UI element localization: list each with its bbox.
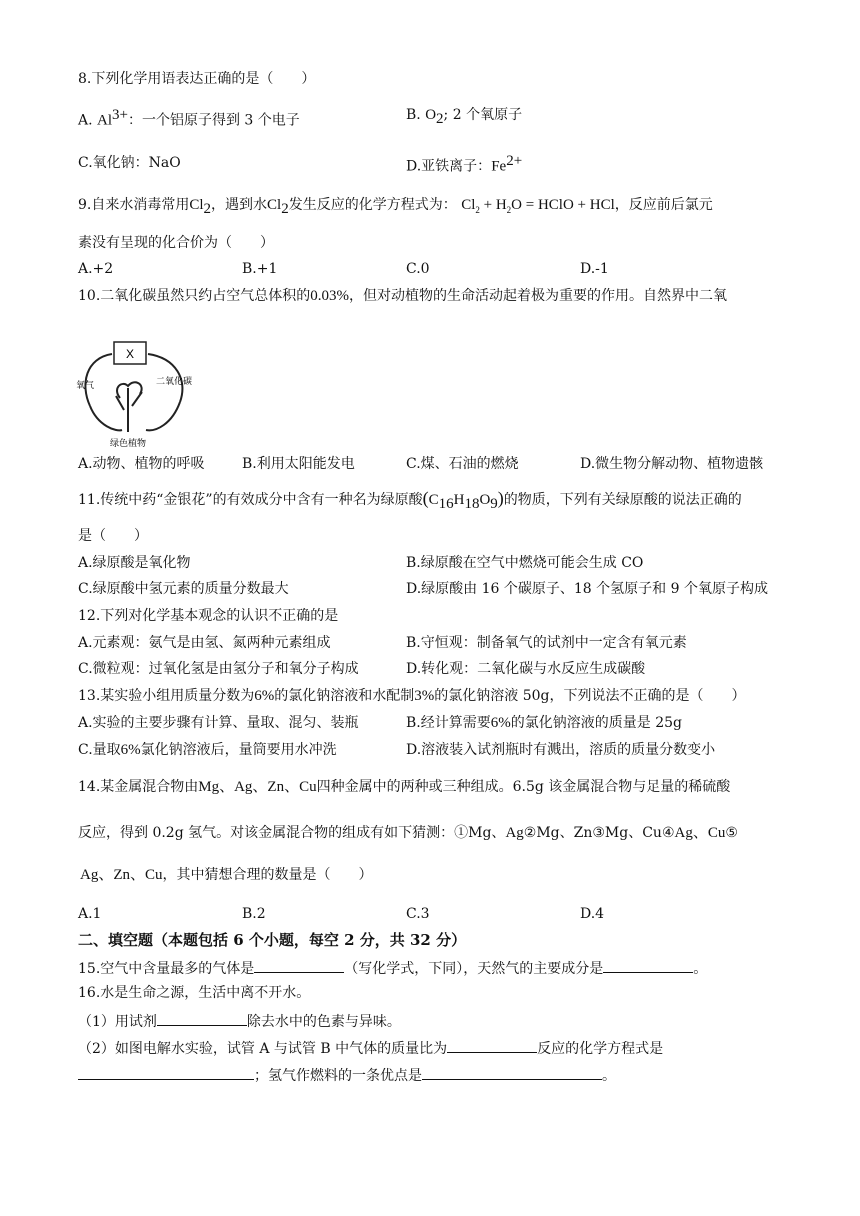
q11-option-b: B.绿原酸在空气中燃烧可能会生成 CO	[406, 555, 644, 571]
q10-option-d: D.微生物分解动物、植物遗骸	[580, 456, 764, 472]
q9-equation: $Cl_2 + H_2O$ = HClO + HCl	[461, 197, 615, 215]
q14-option-c: C.3	[406, 906, 430, 922]
q15-blank-2[interactable]	[603, 958, 693, 973]
q8-stem: 8.下列化学用语表达正确的是（ ）	[78, 71, 316, 87]
q16-sub2-line2: ；氢气作燃料的一条优点是 。	[78, 1065, 616, 1085]
q11-option-a: A.绿原酸是氧化物	[78, 555, 191, 571]
co2-label: 二氧化碳	[156, 377, 193, 387]
q9-stem-line1: 9.自来水消毒常用$Cl_2$，遇到水$Cl_2$发生反应的化学方程式为： $Cl_2 + H_2O$ = HClO + HCl，反应前后氯元	[78, 197, 713, 217]
q10-option-a: A.动物、植物的呼吸	[78, 456, 205, 472]
q9-option-b: B.+1	[242, 261, 278, 277]
q14-option-b: B.2	[242, 906, 266, 922]
q9-option-d: D.-1	[580, 261, 609, 277]
q14-stem-line1: 14.某金属混合物由Mg、Ag、Zn、Cu四种金属中的两种或三种组成。6.5g 该金属混合物与足量的稀硫酸	[78, 779, 731, 795]
q9-option-c: C.0	[406, 261, 430, 277]
q14-stem-line3: Ag、Zn、Cu，其中猜想合理的数量是（ ）	[80, 867, 373, 883]
q8-option-d: D.亚铁离子：$Fe^{2+}$	[406, 153, 523, 175]
q8-option-b: B. $O_2$; 2 个氧原子	[406, 107, 523, 127]
q11-option-d: D.绿原酸由 16 个碳原子、18 个氢原子和 9 个氧原子构成	[406, 581, 768, 597]
q16-blank-3[interactable]	[78, 1065, 254, 1080]
q15-stem: 15.空气中含量最多的气体是 （写化学式，下同），天然气的主要成分是 。	[78, 958, 707, 978]
q10-stem-line1: 10.二氧化碳虽然只约占空气总体积的0.03%，但对动植物的生命活动起着极为重要的作用。自然界中二氧	[78, 288, 728, 304]
lower-right-arc	[146, 402, 180, 430]
q12-option-b: B.守恒观：制备氧气的试剂中一定含有氧元素	[406, 635, 687, 651]
q14-option-a: A.1	[78, 906, 102, 922]
green-plant-label: 绿色植物	[110, 439, 147, 449]
q16-sub2: （2）如图电解水实验，试管 A 与试管 B 中气体的质量比为 反应的化学方程式是	[78, 1038, 663, 1058]
q13-option-c: C.量取6%氯化钠溶液后，量筒要用水冲洗	[78, 742, 337, 758]
q16-blank-4[interactable]	[422, 1065, 602, 1080]
q13-option-a: A.实验的主要步骤有计算、量取、混匀、装瓶	[78, 715, 359, 731]
q13-stem: 13.某实验小组用质量分数为6%的氯化钠溶液和水配制3%的氯化钠溶液 50g，下列说法不正确的是（ ）	[78, 688, 746, 704]
carbon-cycle-diagram	[76, 340, 200, 450]
section-2-heading: 二、填空题（本题包括 6 个小题，每空 2 分，共 32 分）	[78, 931, 467, 949]
q12-option-d: D.转化观：二氧化碳与水反应生成碳酸	[406, 661, 646, 677]
q16-blank-1[interactable]	[157, 1011, 247, 1026]
left-arrow-path	[85, 354, 112, 406]
q13-option-b: B.经计算需要6%的氯化钠溶液的质量是 25g	[406, 715, 682, 731]
q10-option-b: B.利用太阳能发电	[242, 456, 355, 472]
q11-stem-line2: 是（ ）	[78, 528, 148, 544]
x-box-label: X	[125, 347, 135, 361]
q12-option-a: A.元素观：氨气是由氢、氮两种元素组成	[78, 635, 331, 651]
q11-stem-line1: 11.传统中药“金银花”的有效成分中含有一种名为绿原酸$(C_{16}H_{18}O_9)$的物质，下列有关绿原酸的说法正确的	[78, 488, 742, 512]
q11-option-c: C.绿原酸中氢元素的质量分数最大	[78, 581, 289, 597]
q16-sub1: （1）用试剂 除去水中的色素与异味。	[78, 1011, 401, 1031]
q12-option-c: C.微粒观：过氧化氢是由氢分子和氧分子构成	[78, 661, 359, 677]
oxygen-label: 氧气	[76, 381, 95, 391]
q12-stem: 12.下列对化学基本观念的认识不正确的是	[78, 608, 339, 624]
q10-option-c: C.煤、石油的燃烧	[406, 456, 519, 472]
green-plant-icon	[116, 382, 142, 432]
q14-option-d: D.4	[580, 906, 605, 922]
q8-option-c: C.氧化钠：NaO	[78, 155, 181, 171]
q13-option-d: D.溶液装入试剂瓶时有溅出，溶质的质量分数变小	[406, 742, 716, 758]
q15-blank-1[interactable]	[254, 958, 344, 973]
q9-option-a: A.+2	[78, 261, 114, 277]
q16-stem: 16.水是生命之源，生活中离不开水。	[78, 985, 311, 1001]
lower-left-arc	[90, 406, 122, 430]
q9-stem-line2: 素没有呈现的化合价为（ ）	[78, 235, 274, 251]
q16-blank-2[interactable]	[447, 1038, 537, 1053]
q8-option-a: A. $Al^{3+}$：一个铝原子得到 3 个电子	[78, 107, 300, 129]
q14-stem-line2: 反应，得到 0.2g 氢气。对该金属混合物的组成有如下猜测：①Mg、Ag②Mg、Zn③Mg、Cu④Ag、Cu⑤	[78, 825, 738, 841]
